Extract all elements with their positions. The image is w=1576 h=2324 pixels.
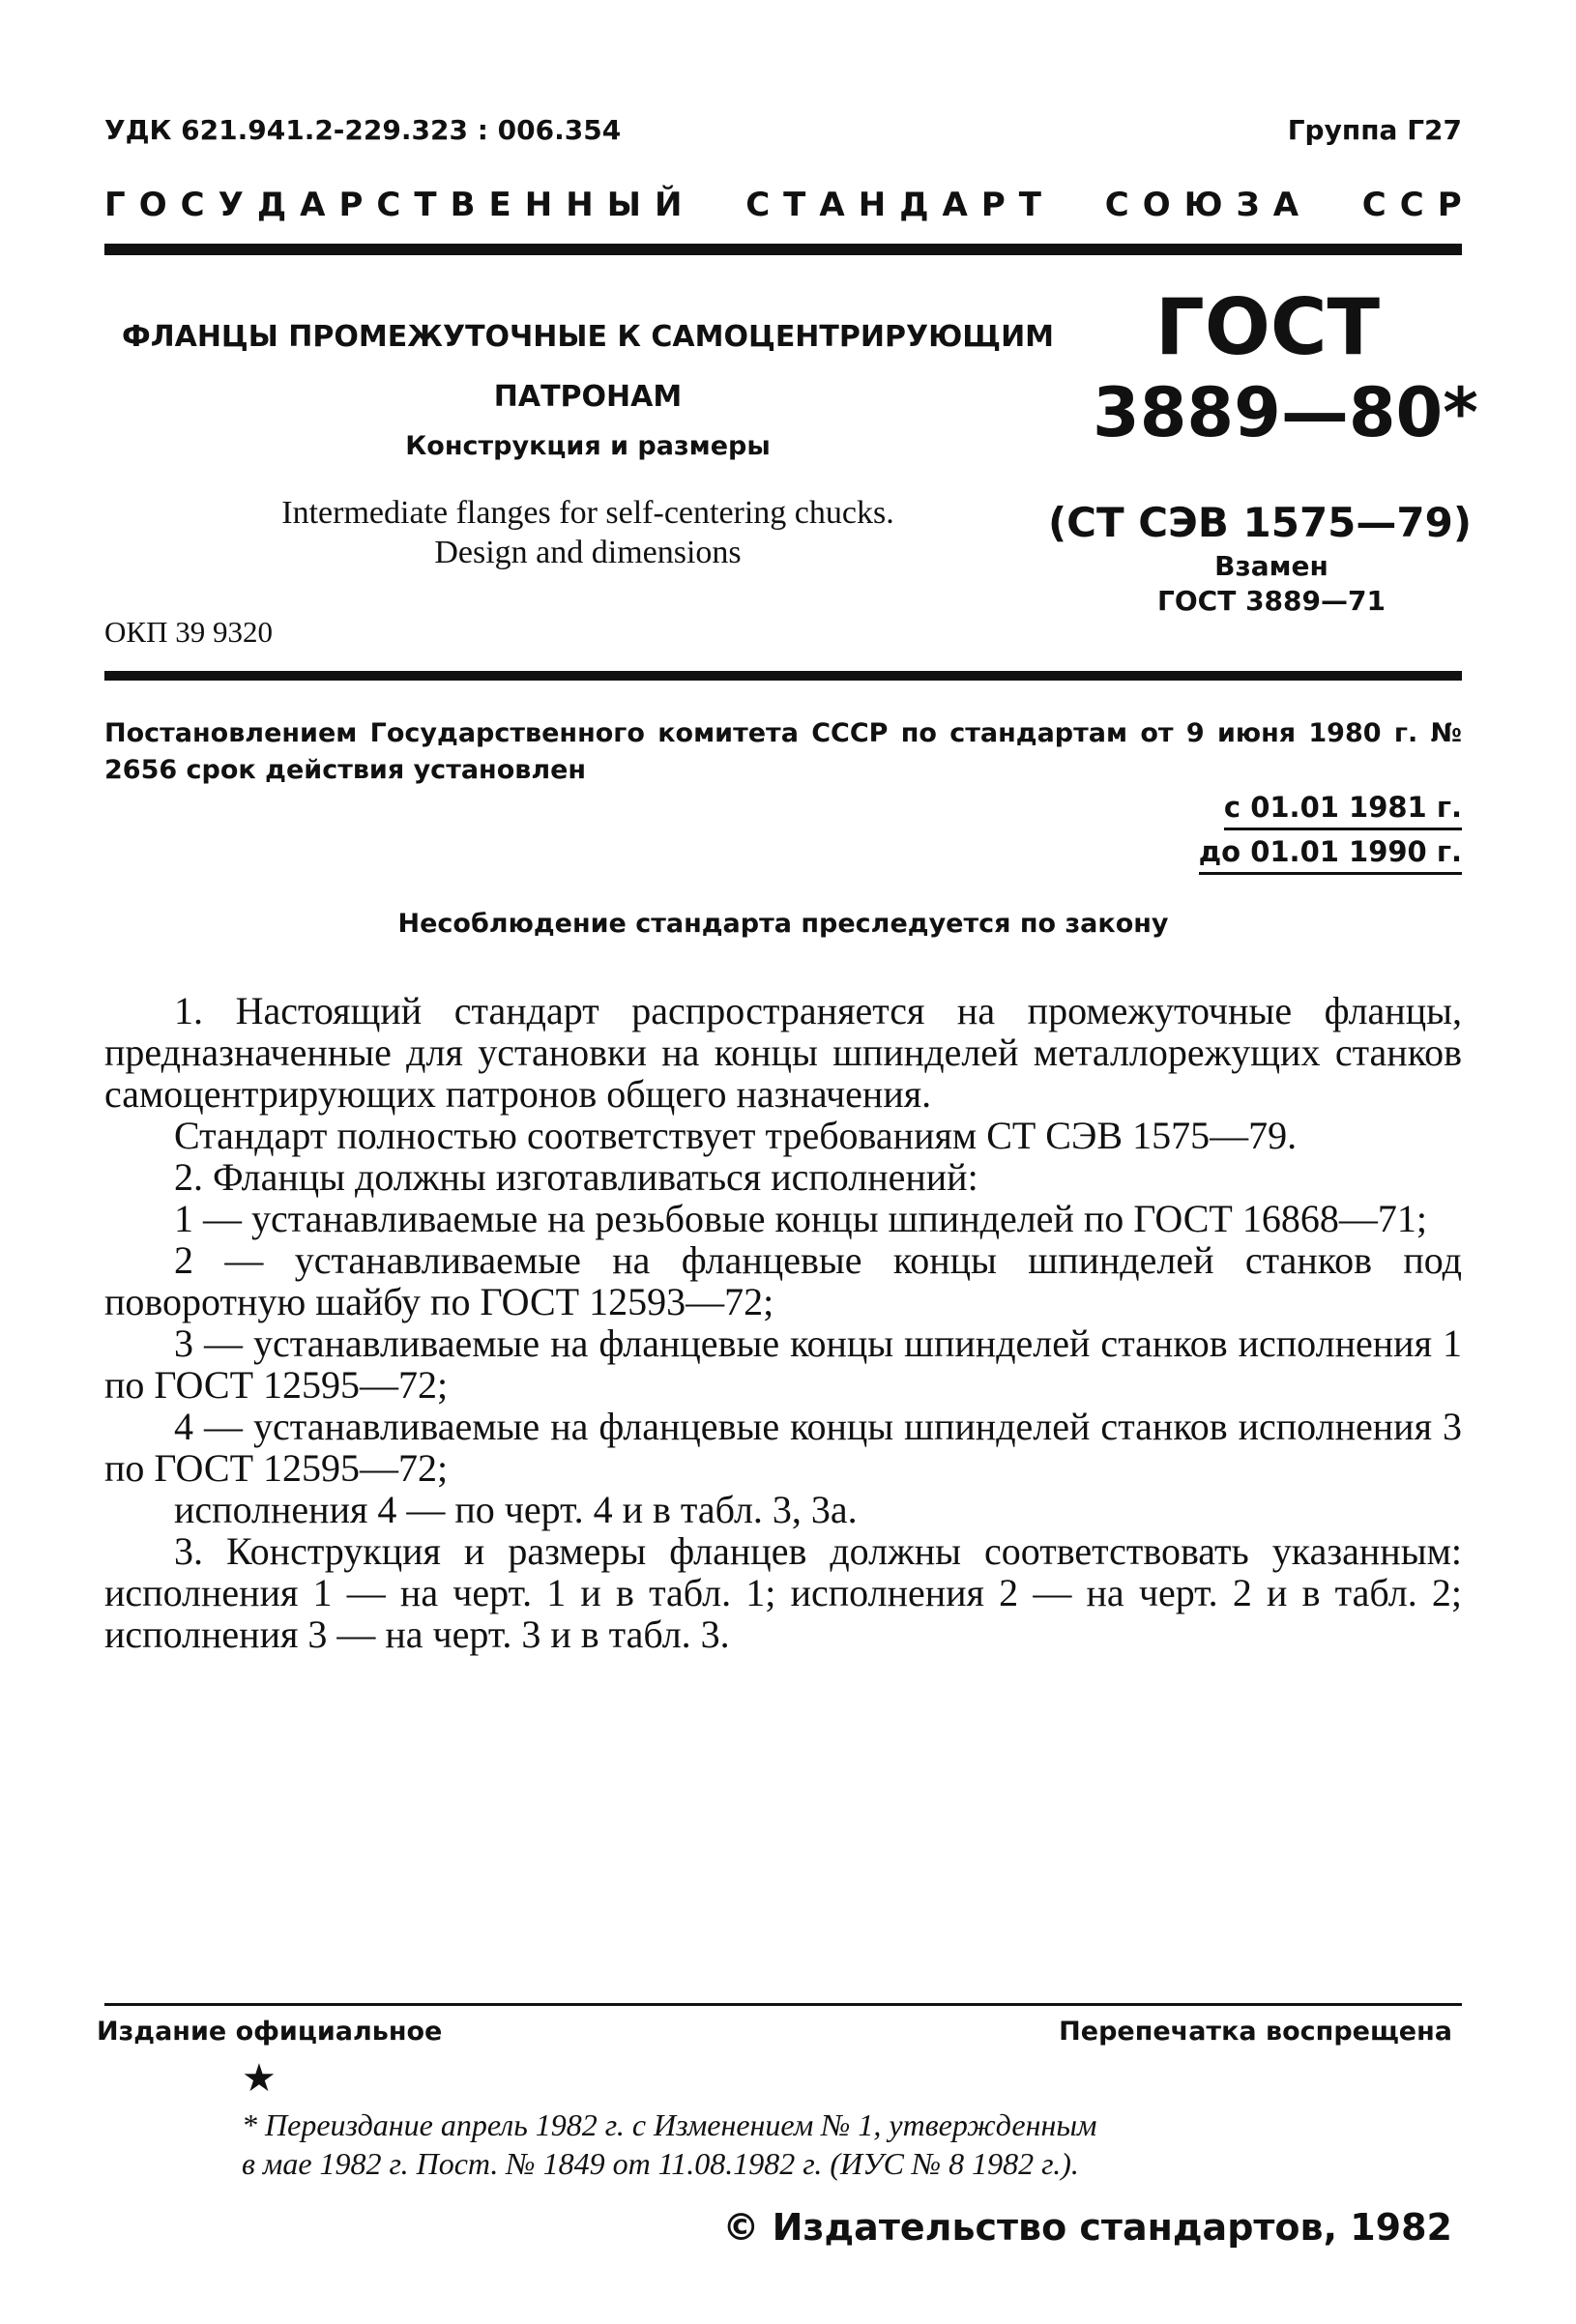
group-code: Группа Г27 [1287, 114, 1462, 146]
copyright-notice: © Издательство стандартов, 1982 [722, 2206, 1452, 2249]
gost-number: 3889—80* [1093, 373, 1478, 452]
okp-code: ОКП 39 9320 [104, 615, 273, 649]
body-paragraph: Стандарт полностью соответствует требованиям СТ СЭВ 1575—79. [174, 1114, 1298, 1157]
heading-gap [695, 186, 707, 224]
effective-from-date: с 01.01 1981 г. [1224, 791, 1462, 830]
title-english-line-2: Design and dimensions [434, 535, 742, 570]
footer-rule [104, 2003, 1462, 2006]
reprint-prohibited-label: Перепечатка воспрещена [1059, 2017, 1452, 2047]
heading-letter: Ы [606, 186, 641, 224]
reissue-note [242, 2106, 1344, 2183]
body-paragraph: 2. Фланцы должны изготавливаться исполнений: [174, 1155, 978, 1199]
heading-letter: Н [858, 186, 887, 224]
violation-notice: Несоблюдение стандарта преследуется по закону [397, 909, 1169, 939]
heading-letter: А [1272, 186, 1299, 224]
heading-letter: Т [414, 186, 437, 224]
title-russian-line-2: ПАТРОНАМ [493, 380, 683, 414]
heading-letter: С [1361, 186, 1386, 224]
body-paragraph: 1. Настоящий стандарт распространяется на промежуточные фланцы, предназначенные для установки на концы шпинделей металлорежущих станков самоцентрирующих патронов общего назначения. [104, 989, 1462, 1116]
heading-letter: В [450, 186, 476, 224]
heading-letter: Н [524, 186, 553, 224]
heading-letter: Р [980, 186, 1006, 224]
official-edition-label: Издание официальное [97, 2017, 443, 2047]
heading-gap [1337, 186, 1349, 224]
heading-gap [1312, 186, 1324, 224]
body-paragraph: 3. Конструкция и размеры фланцев должны соответствовать указанным: исполнения 1 — на черт. 1 и в табл. 1; исполнения 2 — на черт. 2 и в табл. 2; исполнения 3 — на черт. 3 и в табл. 3. [104, 1529, 1462, 1656]
body-paragraph: 3 — устанавливаемые на фланцевые концы шпинделей станков исполнения 1 по ГОСТ 12595—72; [104, 1322, 1462, 1407]
heading-letter: С [180, 186, 205, 224]
heading-letter: А [300, 186, 326, 224]
body-paragraph: 1 — устанавливаемые на резьбовые концы шпинделей по ГОСТ 16868—71; [174, 1197, 1427, 1240]
decree-text: Постановлением Государственного комитета СССР по стандартам от 9 июня 1980 г. № 2656 срок действия установлен [104, 718, 1462, 785]
body-paragraph: 2 — устанавливаемые на фланцевые концы шпинделей станков под поворотную шайбу по ГОСТ 12593—72; [104, 1238, 1462, 1323]
replaces-label: Взамен [1214, 550, 1328, 582]
heading-letter: Т [783, 186, 806, 224]
heading-gap [1055, 186, 1066, 224]
heading-letter: С [376, 186, 401, 224]
title-rule [104, 671, 1462, 681]
subtitle-russian: Конструкция и размеры [405, 431, 771, 461]
title-russian [104, 307, 1071, 427]
reissue-note-line-1: * Переиздание апрель 1982 г. с Изменением № 1, утвержденным [242, 2107, 1097, 2142]
heading-gap [720, 186, 732, 224]
heading-letter: Н [566, 186, 594, 224]
heading-letter: А [819, 186, 845, 224]
body-text [104, 990, 1462, 1655]
heading-letter: Й [654, 186, 683, 224]
heading-letter: Д [256, 186, 287, 224]
heading-letter: Ю [1183, 186, 1223, 224]
replaces-note [1112, 549, 1431, 619]
heading-letter: З [1236, 186, 1260, 224]
state-standard-heading [104, 186, 1462, 224]
heading-letter: С [1399, 186, 1424, 224]
gost-label: ГОСТ [1154, 282, 1381, 372]
effective-to-date: до 01.01 1990 г. [1199, 835, 1462, 875]
heading-letter: А [942, 186, 968, 224]
heading-letter: Р [338, 186, 364, 224]
heading-letter: Т [1018, 186, 1041, 224]
heading-letter: Д [899, 186, 929, 224]
star-icon: ★ [242, 2056, 277, 2100]
heading-letter: О [138, 186, 167, 224]
title-english-line-1: Intermediate flanges for self-centering chucks. [281, 495, 894, 531]
body-paragraph: 4 — устанавливаемые на фланцевые концы шпинделей станков исполнения 3 по ГОСТ 12595—72; [104, 1405, 1462, 1490]
heading-letter: Г [104, 186, 126, 224]
title-russian-line-1: ФЛАНЦЫ ПРОМЕЖУТОЧНЫЕ К САМОЦЕНТРИРУЮЩИМ [121, 320, 1055, 354]
heading-letter: Р [1437, 186, 1462, 224]
header-rule [104, 244, 1462, 255]
heading-letter: О [1142, 186, 1171, 224]
title-english [104, 493, 1071, 572]
replaces-value: ГОСТ 3889—71 [1157, 585, 1386, 617]
heading-gap [1080, 186, 1092, 224]
heading-letter: С [1104, 186, 1129, 224]
reissue-note-line-2: в мае 1982 г. Пост. № 1849 от 11.08.1982 г. (ИУС № 8 1982 г.). [242, 2146, 1079, 2181]
body-paragraph: исполнения 4 — по черт. 4 и в табл. 3, 3а. [174, 1488, 858, 1531]
cmea-standard: (СТ СЭВ 1575—79) [1047, 499, 1473, 546]
udk-code: УДК 621.941.2-229.323 : 006.354 [104, 114, 622, 146]
heading-letter: У [218, 186, 244, 224]
heading-letter: Е [488, 186, 511, 224]
heading-letter: С [745, 186, 771, 224]
